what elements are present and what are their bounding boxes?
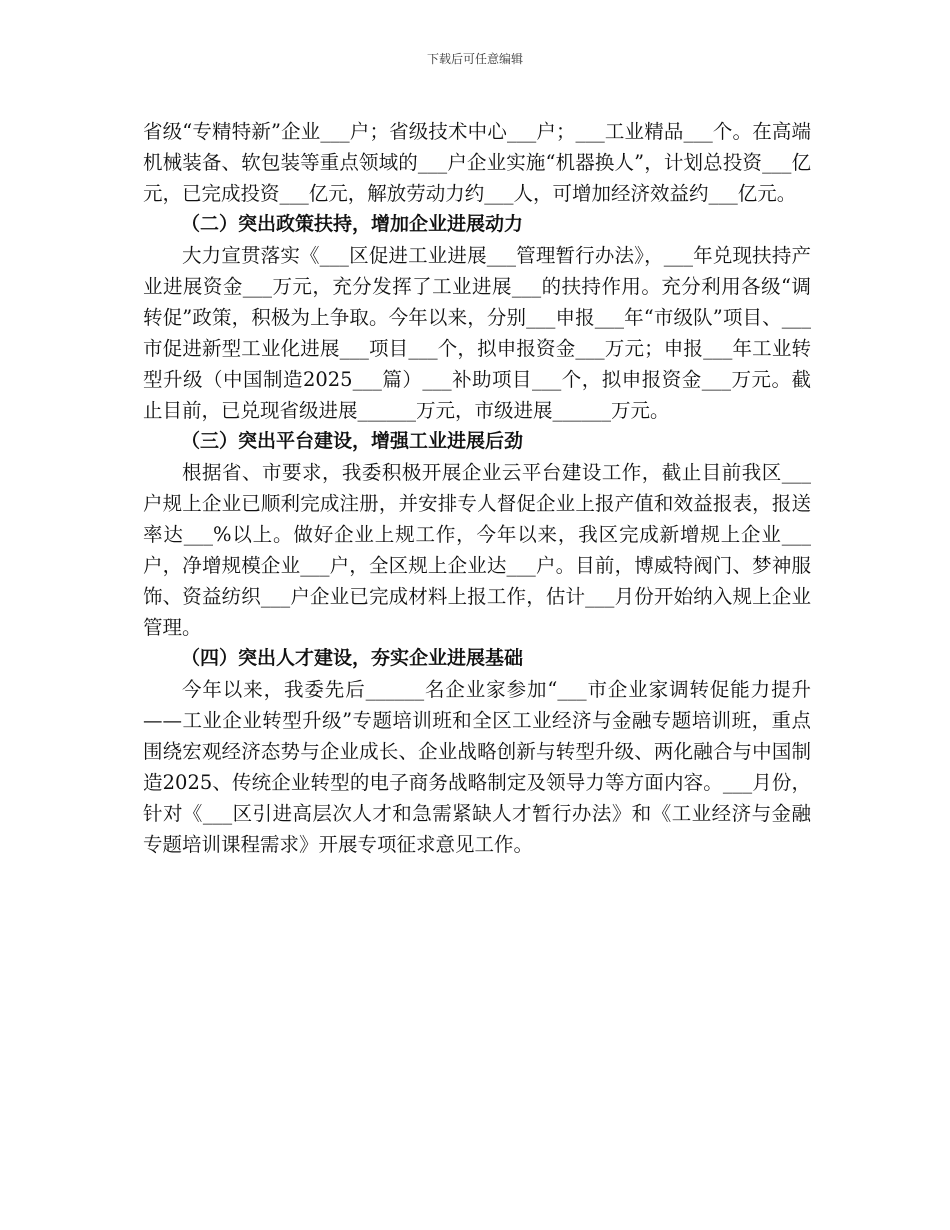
document-body	[143, 116, 811, 860]
paragraph-platform-building: 根据省、市要求，我委积极开展企业云平台建设工作，截止目前我区___户规上企业已顺利完成注册，并安排专人督促企业上报产值和效益报表，报送率达___%以上。做好企业上规工作，今年以来，我区完成新增规上企业___户，净增规模企业___户，全区规上企业达___户。目前，博威特阀门、梦神服饰、资益纺织___户企业已完成材料上报工作，估计___月份开始纳入规上企业管理。	[143, 461, 811, 639]
section-heading-talent-building: （四）突出人才建设，夯实企业进展基础	[181, 647, 524, 669]
page-header: 下载后可任意编辑	[426, 52, 523, 66]
section-heading-policy-support: （二）突出政策扶持，增加企业进展动力	[181, 213, 524, 235]
paragraph-talent-building: 今年以来，我委先后______名企业家参加“___市企业家调转促能力提升——工业企业转型升级”专题培训班和全区工业经济与金融专题培训班，重点围绕宏观经济态势与企业成长、企业战略创新与转型升级、两化融合与中国制造2025、传统企业转型的电子商务战略制定及领导力等方面内容。___月份，针对《___区引进高层次人才和急需紧缺人才暂行办法》和《工业经济与金融专题培训课程需求》开展专项征求意见工作。	[143, 678, 811, 856]
paragraph-continued: 省级“专精特新”企业___户；省级技术中心___户；___工业精品___个。在高端机械装备、软包装等重点领域的___户企业实施“机器换人”，计划总投资___亿元，已完成投资___亿元，解放劳动力约___人，可增加经济效益约___亿元。	[143, 120, 811, 205]
paragraph-policy-support: 大力宣贯落实《___区促进工业进展___管理暂行办法》，___年兑现扶持产业进展资金___万元，充分发挥了工业进展___的扶持作用。充分利用各级“调转促”政策，积极为上争取。今年以来，分别___申报___年“市级队”项目、___市促进新型工业化进展___项目___个，拟申报资金___万元；申报___年工业转型升级（中国制造2025___篇）___补助项目___个，拟申报资金___万元。截止目前，已兑现省级进展______万元，市级进展______万元。	[143, 244, 811, 422]
section-heading-platform-building: （三）突出平台建设，增强工业进展后劲	[181, 430, 524, 452]
